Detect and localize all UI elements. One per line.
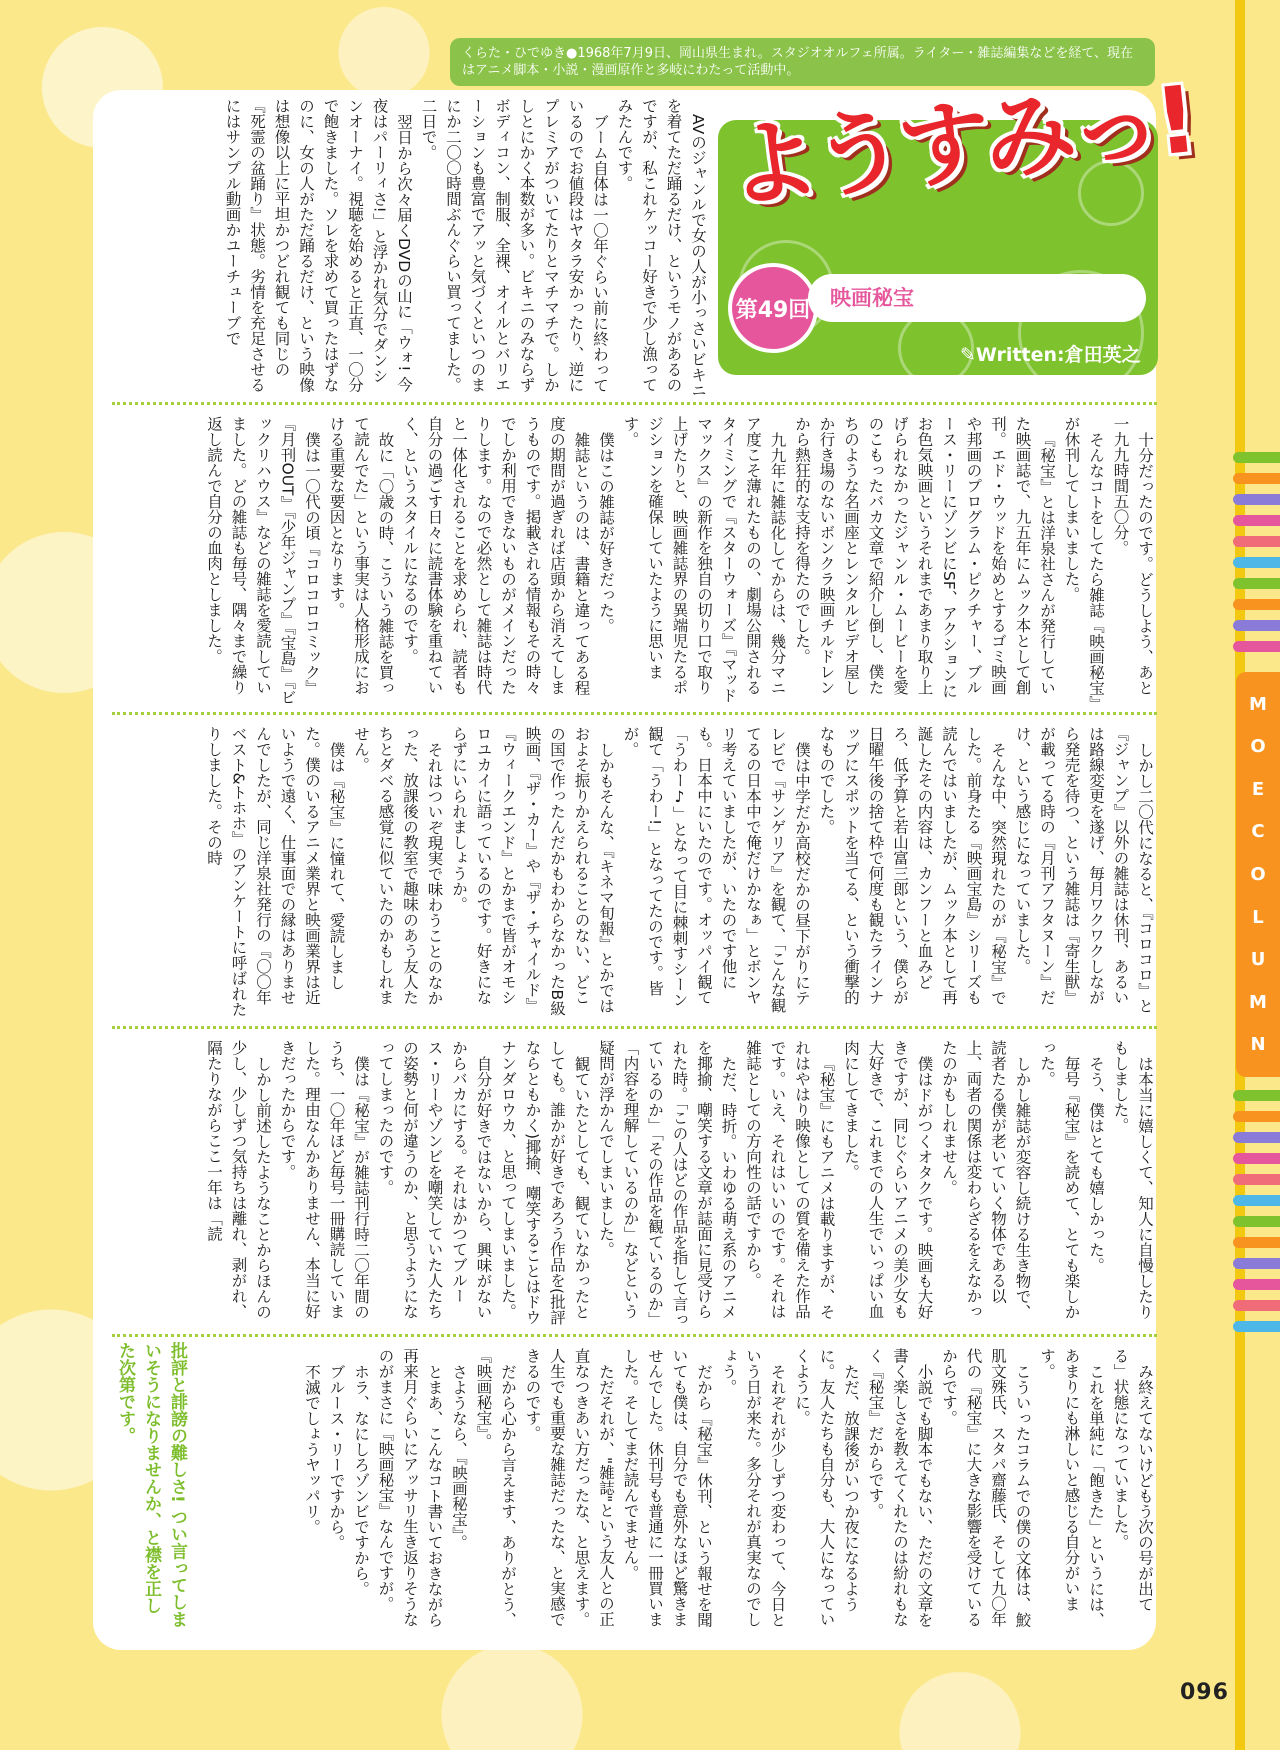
paragraph: こういったコラムでの僕の文体は、鮫肌文殊氏、スタパ齋藤氏、そして九〇年代の『秘宝』に大きな影響を受けているからです。 <box>940 1348 1032 1627</box>
paragraph: それぞれが少しずつ変わって、今日という日が来た。多分それが真実なのでしょう。 <box>719 1348 787 1627</box>
paragraph: ブルース・リーですから。 <box>327 1363 346 1550</box>
paragraph: しかもそんな、『キネマ旬報』とかではおよそ振りかえられることのない、どこの国で作ったんだかもわからなかったB級映画、『ザ・カー』や『ザ・チャイルド』『ウィークエンド』とかまで皆がオモシロユカイに語っているのです。好きにならずにいられましょうか。 <box>450 726 615 1016</box>
divider <box>112 712 1157 715</box>
tab-letter: O <box>1250 863 1266 885</box>
page-number: 096 <box>1180 1680 1229 1705</box>
rail-stripe <box>1233 599 1280 610</box>
paragraph: 僕は一〇代の頃『コロコロコミック』『月刊OUT』『少年ジャンプ』『宝島』『ビックリハウス』などの雑誌を愛読していました。どの雑誌も毎号、隅々まで繰り返し読んで自分の血肉としました。 <box>205 416 321 705</box>
rail-stripe <box>1233 1090 1280 1101</box>
article-row-4 <box>112 1040 1157 1328</box>
paragraph: 僕はこの雑誌が好きだった。 <box>597 431 615 633</box>
rail-stripe <box>1233 515 1280 526</box>
episode-title: 映画秘宝 <box>808 274 1146 322</box>
paragraph: そんな中、突然現れたのが『秘宝』でした。前身たる『映画宝島』シリーズも読んではいましたが、ムック本として再誕したその内容は、カンフーと血みどろ、低予算と若山富三郎という、僕らが日曜午後の捨て枠で何度も観たラインナップにスポットを当てる、という衝撃的なものでした。 <box>817 726 1007 1005</box>
paragraph: は本当に嬉しくて、知人に自慢したりもしました。 <box>1111 1040 1154 1319</box>
rail-stripe <box>1233 1237 1280 1248</box>
tab-letter: M <box>1249 991 1267 1013</box>
rail-stripe <box>1233 1111 1280 1122</box>
rail-stripe <box>1233 1174 1280 1185</box>
article-row-5 <box>175 1348 1157 1634</box>
paragraph: 翌日から次々届くDVDの山に「ウォ! 今夜はパーリィさ!」と浮かれ気分でダンシンオーナイ。視聴を始めると正直、一〇分で飽きました。ソレを求めて買ったはずなのに、女の人がただ踊るだけ、という映像は想像以上に平坦かつどれ観ても同じの『死霊の盆踊り』状態。劣情を充足させるにはサンプル動画かユーチューブで <box>223 98 413 393</box>
divider <box>112 1334 1157 1337</box>
paragraph: 九九年に雑誌化してからは、幾分マニア度こそ薄れたものの、劇場公開されるタイミングで『スターウォーズ』『マッドマックス』の新作を独自の切り口で取り上げたりと、映画雑誌界の異端児たるポジションを確保していたように思います。 <box>621 416 787 703</box>
paragraph: そんなコトをしてたら雑誌『映画秘宝』が休刊してしまいました。 <box>1062 416 1105 703</box>
paragraph: だから心から言えます、ありがとう、『映画秘宝』。 <box>474 1348 517 1627</box>
rail-stripe <box>1233 536 1280 547</box>
paragraph: 故に「〇歳の時、こういう雑誌を買って読んでた」という事実は人格形成における重要な要因となります。 <box>327 416 395 695</box>
tab-letter: C <box>1251 821 1265 843</box>
paragraph: それはついぞ現実で味わうことのなかった、放課後の教室で趣味のあう友人たちとダベる感覚に似ていたのかもしれません。 <box>352 726 444 1005</box>
rail-stripe <box>1233 1258 1280 1269</box>
column-logo: ようすみっ! <box>722 66 1197 222</box>
paragraph: 観ていたとしても、観ていなかったとしても。誰かが好きであろう作品を(批評ならともかく)揶揄、嘲笑することはドウナンダロウカ、と思ってしまいました。 <box>499 1040 591 1326</box>
paragraph: ただ、放課後がいつか夜になるように。友人たちも自分も、大人になっていくように。 <box>793 1348 860 1627</box>
divider <box>112 1026 1157 1029</box>
paragraph: ただ、時折。いわゆる萌え系のアニメを揶揄、嘲笑する文章が誌面に見受けられた時。「この人はどの作品を指して言っているのか」「その作品を観ているのか」「内容を理解しているのか」などという疑問が浮かんでしまいました。 <box>597 1040 738 1327</box>
rail-stripe <box>1233 1300 1280 1311</box>
paragraph: しかし雑誌が変容し続ける生き物で、読者たる僕が老いていく物体である以上、両者の関係は変わらざるをえなかったのかもしれません。 <box>940 1040 1032 1319</box>
paragraph: しかし二〇代になると、『コロコロ』と『ジャンプ』以外の雑誌は休刊、あるいは路線変更を遂げ、毎月ワクワクしながら発売を待つ、という雑誌は『寄生獣』が載ってる時の『月刊アフタヌーン』だけ、という感じになっていました。 <box>1013 726 1154 1013</box>
paragraph: とまあ、こんなコト書いておきながら再来月ぐらいにアッサリ生き返りそうなのがまさに『映画秘宝』なんですが。 <box>376 1348 444 1627</box>
paragraph: そう、僕はとても嬉しかった。 <box>1087 1055 1105 1273</box>
paragraph: 僕はドがつくオタクです。映画も大好きですが、同じぐらいアニメの美少女も大好きで、これまでの人生でいっぱい血肉にしてきました。 <box>842 1040 934 1319</box>
rail-stripe <box>1233 578 1280 589</box>
paragraph: ホラ、なにしろゾンビですから。 <box>352 1363 370 1596</box>
paragraph: 雑誌というのは、書籍と違ってある程度の期間が過ぎれば店頭から消えてしまうものです。掲載される情報もその時々でしか利用できないものがメインだったりします。なので必然として雑誌は時代と一体化されることを求められ、読者も自分の過ごす日々に読書体験を重ねていく、というスタイルになるのです。 <box>401 416 591 695</box>
rail-stripe <box>1233 1195 1280 1206</box>
paragraph: これを単純に「飽きた」というには、あまりにも淋しいと感じる自分がいます。 <box>1038 1348 1105 1627</box>
rail-stripe <box>1233 620 1280 631</box>
rail-stripe <box>1233 1132 1280 1143</box>
article-row-2 <box>112 416 1157 706</box>
closing-remark: 批評と誹謗の難しさ! つい言ってしまいそうになりませんか、と襟を正した次第です。 <box>115 1342 187 1628</box>
rail-stripe <box>1233 1279 1280 1290</box>
paragraph: 僕は『秘宝』が雑誌刊行時二〇年間のうち、一〇年ほど毎号一冊購読していました。理由なんかありません、本当に好きだったからです。 <box>278 1040 370 1319</box>
article-row-1 <box>112 98 710 398</box>
tab-letter: O <box>1250 736 1266 758</box>
rail-stripe <box>1233 1153 1280 1164</box>
rail-stripe <box>1233 494 1280 505</box>
paragraph: さようなら、『映画秘宝』。 <box>450 1363 468 1550</box>
tab-letter: U <box>1250 949 1266 971</box>
rail-stripe <box>1233 557 1280 568</box>
paragraph: 小説でも脚本でもない、ただの文章を書く楽しさを教えてくれたのは紛れもなく『秘宝』だからです。 <box>866 1348 934 1627</box>
paragraph: 不滅でしょうヤッパリ。 <box>303 1363 321 1534</box>
pencil-icon: ✎ <box>960 344 976 366</box>
paragraph: 十分だったのです。どうしよう、あと一九九時間五〇分。 <box>1111 416 1154 695</box>
paragraph: 『秘宝』にもアニメは載りますが、それはやはり映像としての質を備えた作品です。いえ、それはいいのです。それは雑誌としての方向性の話ですから。 <box>744 1040 836 1319</box>
tab-letter: M <box>1249 693 1267 715</box>
tab-letter: L <box>1252 906 1264 928</box>
paragraph: み終えてないけどもう次の号が出てる」状態になっていました。 <box>1111 1348 1154 1612</box>
rail-stripe <box>1233 473 1280 484</box>
paragraph: しかし前述したようなことからほんの少し、少しずつ気持ちは離れ、剥がれ、隔たりながらここ一年は「読 <box>205 1040 272 1319</box>
paragraph: 毎号『秘宝』を読めて、とても楽しかった。 <box>1038 1040 1081 1319</box>
paragraph: 『秘宝』とは洋泉社さんが発行していた映画誌で、九五年にムック本として創刊。エド・ウッドを始めとするゴミ映画や邦画のプログラム・ピクチャー、ブルース・リーにゾンビにSF、アクションにお色気映画というそれまであまり取り上げられなかったジャンル・ムービーを愛のこもったバカ文章で紹介し倒し、僕たちのような名画座とレンタルビデオ屋しか行き場のないボンクラ映画チルドレンから熱狂的な支持を得たのでした。 <box>793 416 1056 699</box>
paragraph: 僕は『秘宝』に憧れて、愛読しました。僕のいるアニメ業界と映画業界は近いようで遠く、仕事面での縁はありませんでしたが、同じ洋泉社発行の『〇〇年ベスト&トホホ』のアンケートに呼ばれたりしました。その時 <box>205 726 346 1018</box>
author-credit: ✎Written:倉田英之 <box>960 344 1141 366</box>
rail-stripe <box>1233 641 1280 652</box>
divider <box>112 402 1157 405</box>
moe-column-tab <box>1236 672 1280 1077</box>
author-bio: くらた・ひでゆき●1968年7月9日、岡山県生まれ。スタジオオルフェ所属。ライター・雑誌編集などを経て、現在はアニメ脚本・小説・漫画原作と多岐にわたって活動中。 <box>450 38 1155 86</box>
paragraph: だから『秘宝』休刊、という報せを聞いても僕は、自分でも意外なほど驚きませんでした。休刊号も普通に一冊買いました。そしてまだ読んでません。 <box>621 1348 713 1627</box>
rail-stripe <box>1233 1321 1280 1332</box>
paragraph: 自分が好きではないから、興味がないからバカにする。それはかつてブルース・リーやゾンビを嘲笑していた人たちの姿勢と何が違うのか、と思うようになってしまったのです。 <box>376 1040 493 1319</box>
rail-stripe <box>1233 452 1280 463</box>
paragraph: AVのジャンルで女の人が小っさいビキニを着てただ踊るだけ、というモノがあるのですが、私これケッコー好きで少し漁ってみたんです。 <box>615 98 707 398</box>
paragraph: 僕は中学だか高校だかの昼下がりにテレビで『サンゲリア』を観て、「こんな観てるの日本中で俺だけかなぁ」とボンヤリ考えていましたが、いたのです他にも。日本中にいたのです。オッパイ観て「うわー♪」となって目に棘刺すシーン観て「うわー!」となってたのです。皆が。 <box>621 726 811 1013</box>
tab-letter: N <box>1250 1034 1266 1056</box>
paragraph: ブーム自体は一〇年ぐらい前に終わっているのでお値段はヤタラ安かったり、逆にプレミアがついてたりとマチマチで。しかしとにかく本数が多い。ビキニのみならずボディコン、制服、全裸、オイルとバリエーションも豊富でアッと気づくといつのまにか二〇〇時間ぶんぐらい買ってました。二日で。 <box>419 98 609 393</box>
article-row-3 <box>112 726 1157 1020</box>
rail-stripe <box>1233 1216 1280 1227</box>
paragraph: ただそれが、"雑誌"という友人との正直なつきあい方だったな、と思えます。人生でも重要な雑誌だったな、と実感できるのです。 <box>523 1348 615 1627</box>
tab-letter: E <box>1251 778 1265 800</box>
episode-badge: 第49回 <box>728 263 818 353</box>
